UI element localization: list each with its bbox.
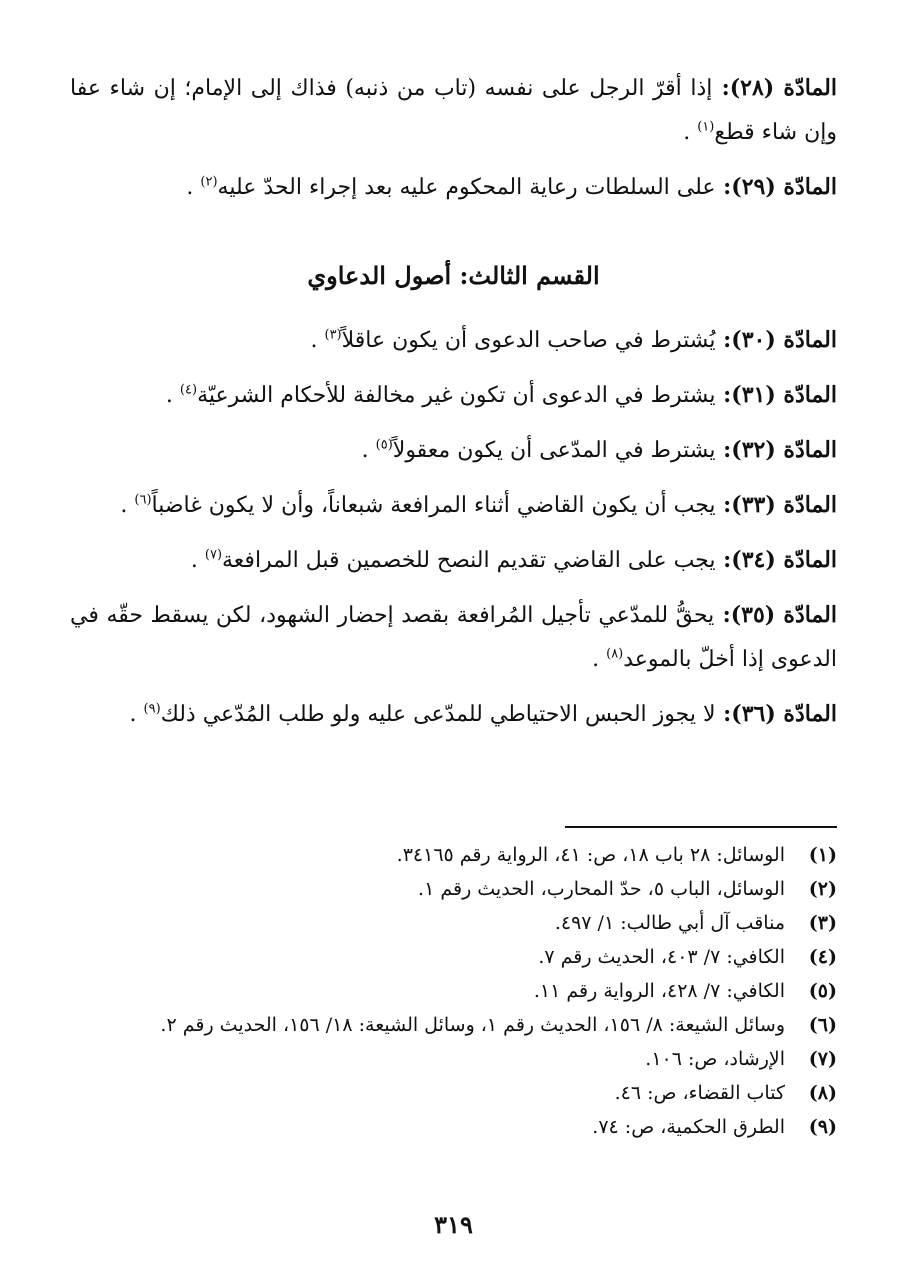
footnote-number: (٩) bbox=[808, 1116, 837, 1138]
article-label: المادّة (٢٨) bbox=[729, 75, 837, 101]
article-label: المادّة (٣٥) bbox=[730, 602, 837, 628]
article-28: المادّة (٢٨): إذا أقرّ الرجل على نفسه (تاب من ذنبه) فذاك إلى الإمام؛ إن شاء عفا وإن شاء قطع$^{(١)}$ . bbox=[70, 75, 837, 145]
footnote-item bbox=[70, 1076, 837, 1110]
article-34: المادّة (٣٤): يجب على القاضي تقديم النصح للخصمين قبل المرافعة$^{(٧)}$ . bbox=[190, 547, 837, 573]
footnote-item bbox=[70, 974, 837, 1008]
footnote-text: وسائل الشيعة: ٨/ ١٥٦، الحديث رقم ١، وسائل الشيعة: ١٨/ ١٥٦، الحديث رقم ٢. bbox=[160, 1014, 785, 1036]
footnote-item bbox=[70, 838, 837, 872]
article-end: . bbox=[165, 383, 180, 408]
page-number: ٣١٩ bbox=[434, 1210, 473, 1239]
footnote-number: (٤) bbox=[808, 946, 837, 968]
article-label: المادّة (٢٩) bbox=[731, 174, 837, 200]
article-label: المادّة (٣٦) bbox=[731, 701, 837, 727]
article-33: المادّة (٣٣): يجب أن يكون القاضي أثناء المرافعة شبعاناً، وأن لا يكون غاضباً$^{(٦)}$ . bbox=[120, 492, 837, 518]
article-36: المادّة (٣٦): لا يجوز الحبس الاحتياطي للمدّعى عليه ولو طلب المُدّعي ذلك$^{(٩)}$ . bbox=[129, 701, 837, 727]
article-label: المادّة (٣٠) bbox=[731, 327, 837, 353]
footnote-item bbox=[70, 1008, 837, 1042]
footnote-text: الطرق الحكمية، ص: ٧٤. bbox=[592, 1116, 785, 1138]
footnote-reference[interactable]: (٦) bbox=[134, 492, 152, 508]
article-text: لا يجوز الحبس الاحتياطي للمدّعى عليه ولو طلب المُدّعي ذلك bbox=[160, 702, 716, 727]
article-text: يجب على القاضي تقديم النصح للخصمين قبل المرافعة bbox=[222, 548, 716, 573]
footnote-item bbox=[70, 1110, 837, 1144]
footnote-reference[interactable]: (٤) bbox=[179, 382, 198, 398]
footnote-text: كتاب القضاء، ص: ٤٦. bbox=[614, 1082, 785, 1104]
footnote-text: الوسائل: ٢٨ باب ١٨، ص: ٤١، الرواية رقم ٣٤١٦٥. bbox=[396, 844, 785, 866]
article-end: . bbox=[190, 548, 205, 573]
footnote-text: الكافي: ٧/ ٤٠٣، الحديث رقم ٧. bbox=[538, 946, 785, 968]
footnote-item bbox=[70, 940, 837, 974]
article-label: المادّة (٣٤) bbox=[731, 547, 837, 573]
article-label: المادّة (٣١) bbox=[731, 382, 837, 408]
article-text: يشترط في الدعوى أن تكون غير مخالفة للأحكام الشرعيّة bbox=[197, 383, 716, 408]
footnote-number: (٣) bbox=[808, 912, 837, 934]
article-31: المادّة (٣١): يشترط في الدعوى أن تكون غير مخالفة للأحكام الشرعيّة$^{(٤)}$ . bbox=[165, 382, 837, 408]
footnote-number: (٨) bbox=[808, 1082, 837, 1104]
footnote-reference[interactable]: (٧) bbox=[204, 547, 223, 563]
footnote-reference[interactable]: (٥) bbox=[375, 437, 393, 453]
article-end: . bbox=[310, 328, 325, 353]
article-text: يشترط في المدّعى أن يكون معقولاً bbox=[392, 438, 716, 463]
footnote-text: الكافي: ٧/ ٤٢٨، الرواية رقم ١١. bbox=[533, 980, 785, 1002]
main-text bbox=[70, 66, 837, 747]
footnote-number: (٧) bbox=[808, 1048, 837, 1070]
article-text: يجب أن يكون القاضي أثناء المرافعة شبعاناً، وأن لا يكون غاضباً bbox=[151, 493, 716, 518]
article-end: . bbox=[129, 702, 144, 727]
article-end: . bbox=[120, 493, 135, 518]
article-35: المادّة (٣٥): يحقُّ للمدّعي تأجيل المُرافعة بقصد إحضار الشهود، لكن يسقط حقّه في الدعوى إذا أخلّ بالموعد$^{(٨)}$ . bbox=[70, 602, 837, 672]
article-label: المادّة (٣٣) bbox=[731, 492, 837, 518]
footnotes bbox=[70, 838, 837, 1144]
footnote-number: (٦) bbox=[808, 1014, 837, 1036]
article-text: إذا أقرّ الرجل على نفسه (تاب من ذنبه) فذاك إلى الإمام؛ إن شاء عفا وإن شاء قطع bbox=[70, 76, 837, 145]
footnote-reference[interactable]: (٩) bbox=[143, 701, 161, 717]
footnote-divider bbox=[565, 826, 837, 828]
article-29: المادّة (٢٩): على السلطات رعاية المحكوم عليه بعد إجراء الحدّ عليه$^{(٢)}$ . bbox=[186, 174, 837, 200]
section-heading: القسم الثالث: أصول الدعاوي bbox=[307, 261, 600, 290]
footnote-reference[interactable]: (١) bbox=[697, 119, 715, 135]
footnote-reference[interactable]: (٨) bbox=[606, 646, 624, 662]
footnote-number: (٥) bbox=[808, 980, 837, 1002]
footnote-item bbox=[70, 906, 837, 940]
article-text: على السلطات رعاية المحكوم عليه بعد إجراء الحدّ عليه bbox=[217, 175, 716, 200]
footnote-reference[interactable]: (٢) bbox=[200, 174, 218, 190]
footnote-text: الإرشاد، ص: ١٠٦. bbox=[645, 1048, 785, 1070]
article-text: يحقُّ للمدّعي تأجيل المُرافعة بقصد إحضار الشهود، لكن يسقط حقّه في الدعوى إذا أخلّ بالموعد bbox=[70, 603, 837, 672]
footnote-item bbox=[70, 872, 837, 906]
article-text: يُشترط في صاحب الدعوى أن يكون عاقلاً bbox=[341, 328, 716, 353]
article-end: . bbox=[592, 647, 607, 672]
footnote-text: مناقب آل أبي طالب: ١/ ٤٩٧. bbox=[554, 912, 785, 934]
article-label: المادّة (٣٢) bbox=[731, 437, 837, 463]
article-end: . bbox=[683, 120, 698, 145]
footnote-text: الوسائل، الباب ٥، حدّ المحارب، الحديث رقم ١. bbox=[418, 878, 785, 900]
footnote-reference[interactable]: (٣) bbox=[324, 327, 342, 343]
article-end: . bbox=[186, 175, 201, 200]
article-end: . bbox=[361, 438, 376, 463]
footnote-item bbox=[70, 1042, 837, 1076]
article-30: المادّة (٣٠): يُشترط في صاحب الدعوى أن يكون عاقلاً$^{(٣)}$ . bbox=[310, 327, 837, 353]
article-32: المادّة (٣٢): يشترط في المدّعى أن يكون معقولاً$^{(٥)}$ . bbox=[361, 437, 837, 463]
footnote-number: (١) bbox=[808, 844, 837, 866]
footnote-number: (٢) bbox=[808, 878, 837, 900]
